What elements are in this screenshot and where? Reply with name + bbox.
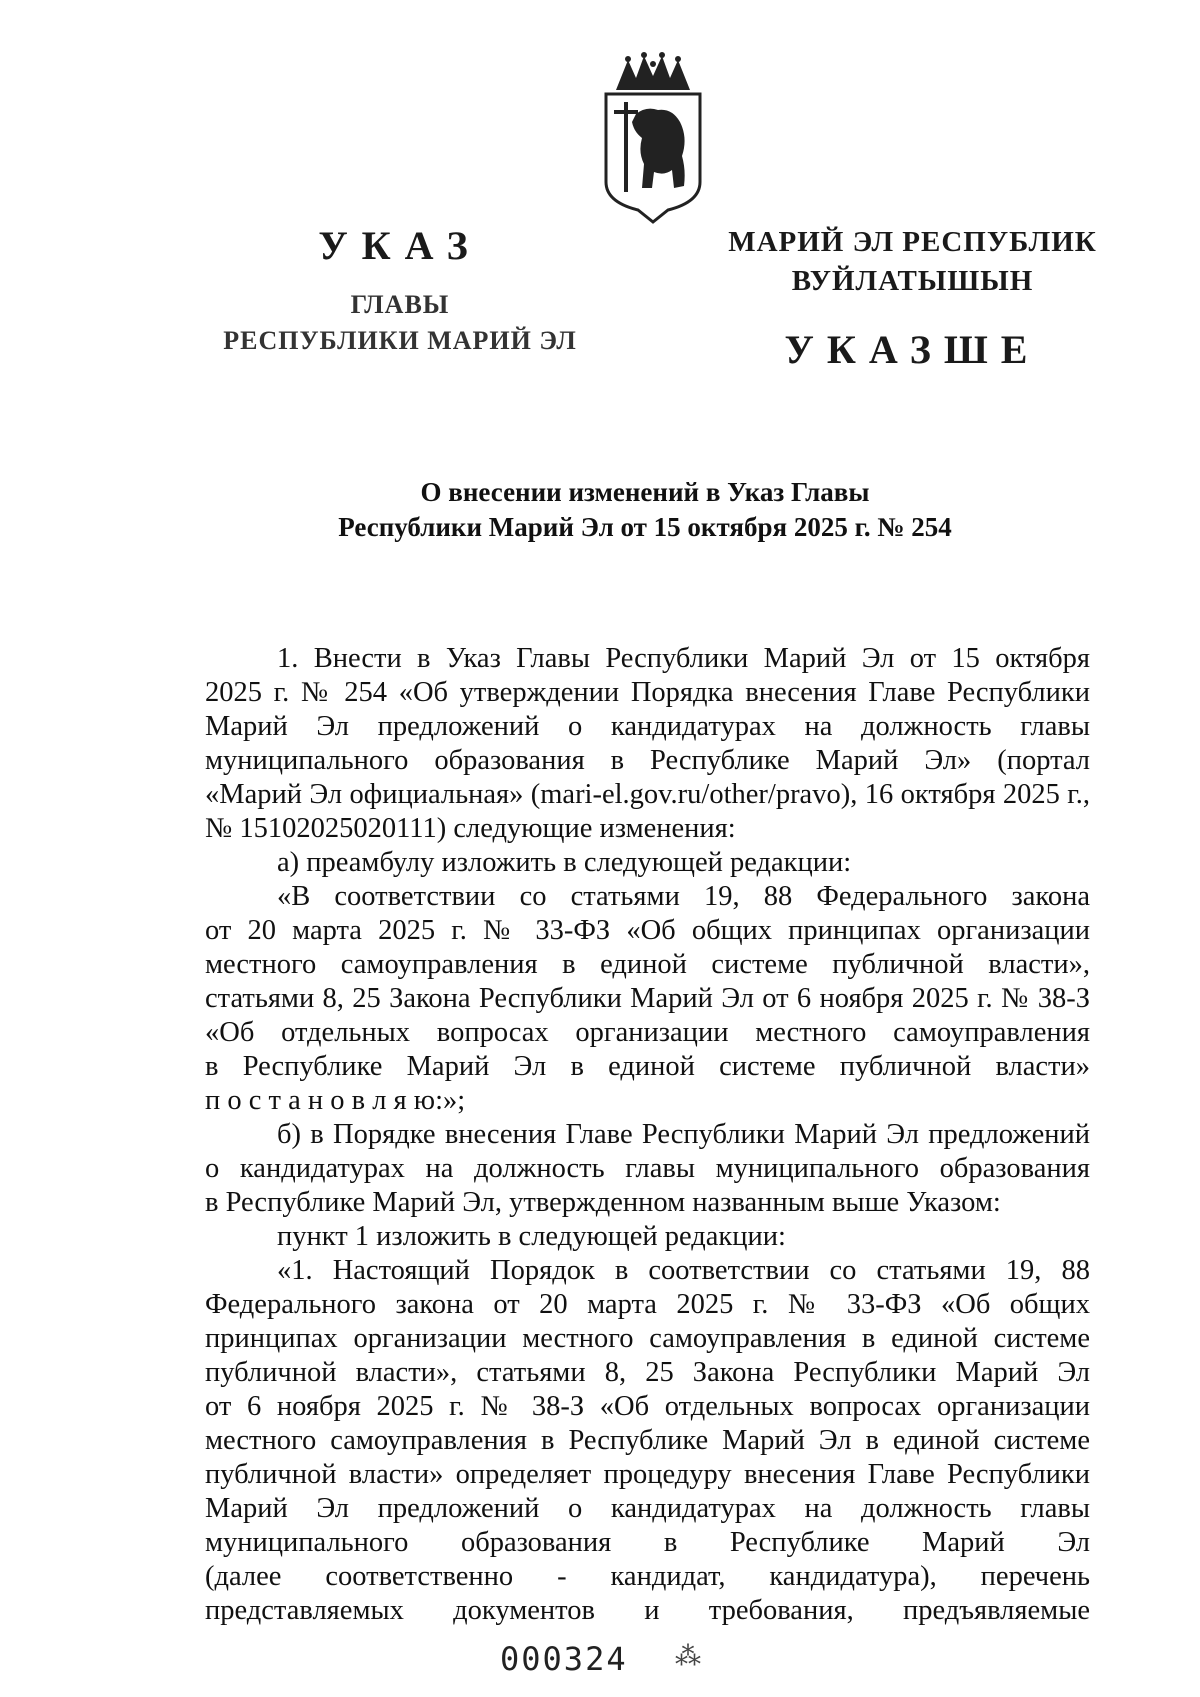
- decree-title-mari: УКАЗШЕ: [784, 327, 1041, 372]
- body-line: а) преамбулу изложить в следующей редакции:: [277, 847, 852, 878]
- body-line: Федерального закона от 20 марта 2025 г. № 33-ФЗ «Об общих: [205, 1289, 1090, 1320]
- ornament-mark: ⁂: [675, 1642, 701, 1671]
- body-line: публичной власти» определяет процедуру внесения Главе Республики: [205, 1459, 1090, 1490]
- body-line: «1. Настоящий Порядок в соответствии со статьями 19, 88: [277, 1255, 1090, 1286]
- body-line: муниципального образования в Республике Марий Эл» (портал: [205, 745, 1090, 776]
- body-line: «В соответствии со статьями 19, 88 Федерального закона: [277, 881, 1090, 912]
- body-line: в Республике Марий Эл в единой системе публичной власти»: [205, 1051, 1090, 1082]
- body-line: принципах организации местного самоуправления в единой системе: [205, 1323, 1090, 1354]
- body-line: о кандидатурах на должность главы муниципального образования: [205, 1153, 1090, 1184]
- body-line: 1. Внести в Указ Главы Республики Марий Эл от 15 октября: [277, 643, 1090, 674]
- body-line: представляемых документов и требования, предъявляемые: [205, 1595, 1090, 1626]
- body-line: от 20 марта 2025 г. № 33-ФЗ «Об общих принципах организации: [205, 915, 1090, 946]
- body-line: б) в Порядке внесения Главе Республики Марий Эл предложений: [277, 1119, 1090, 1150]
- body-line: Марий Эл предложений о кандидатурах на должность главы: [205, 1493, 1090, 1524]
- issuer-line-1: ГЛАВЫ: [350, 290, 450, 319]
- body-line: Марий Эл предложений о кандидатурах на должность главы: [205, 711, 1090, 742]
- body-line: в Республике Марий Эл, утвержденном названным выше Указом:: [205, 1187, 1001, 1218]
- body-line: 2025 г. № 254 «Об утверждении Порядка внесения Главе Республики: [205, 677, 1090, 708]
- document-serial-number: 000324: [500, 1640, 628, 1678]
- body-line: «Об отдельных вопросах организации местного самоуправления: [205, 1017, 1090, 1048]
- body-line: № 15102025020111) следующие изменения:: [205, 813, 736, 844]
- document-title-line-2: Республики Марий Эл от 15 октября 2025 г. № 254: [338, 512, 952, 542]
- issuer-line-2: РЕСПУБЛИКИ МАРИЙ ЭЛ: [223, 326, 577, 355]
- body-line: публичной власти», статьями 8, 25 Закона Республики Марий Эл: [205, 1357, 1090, 1388]
- body-line: статьями 8, 25 Закона Республики Марий Эл от 6 ноября 2025 г. № 38-З: [205, 983, 1090, 1014]
- body-line: местного самоуправления в единой системе публичной власти»,: [205, 949, 1090, 980]
- coat-of-arms-emblem: [598, 52, 708, 227]
- decree-title-ru: УКАЗ: [318, 223, 482, 268]
- body-line: п о с т а н о в л я ю:»;: [205, 1085, 466, 1116]
- body-line: от 6 ноября 2025 г. № 38-З «Об отдельных вопросах организации: [205, 1391, 1090, 1422]
- body-line: муниципального образования в Республике Марий Эл: [205, 1527, 1090, 1558]
- issuer-mari-line-1: МАРИЙ ЭЛ РЕСПУБЛИК: [728, 226, 1097, 258]
- body-line: (далее соответственно - кандидат, кандидатура), перечень: [205, 1561, 1090, 1592]
- document-title-line-1: О внесении изменений в Указ Главы: [420, 477, 870, 507]
- issuer-mari-line-2: ВУЙЛАТЫШЫН: [791, 265, 1034, 297]
- body-line: «Марий Эл официальная» (mari-el.gov.ru/other/pravo), 16 октября 2025 г.,: [205, 779, 1090, 810]
- body-line: пункт 1 изложить в следующей редакции:: [277, 1221, 786, 1252]
- body-line: местного самоуправления в Республике Марий Эл в единой системе: [205, 1425, 1090, 1456]
